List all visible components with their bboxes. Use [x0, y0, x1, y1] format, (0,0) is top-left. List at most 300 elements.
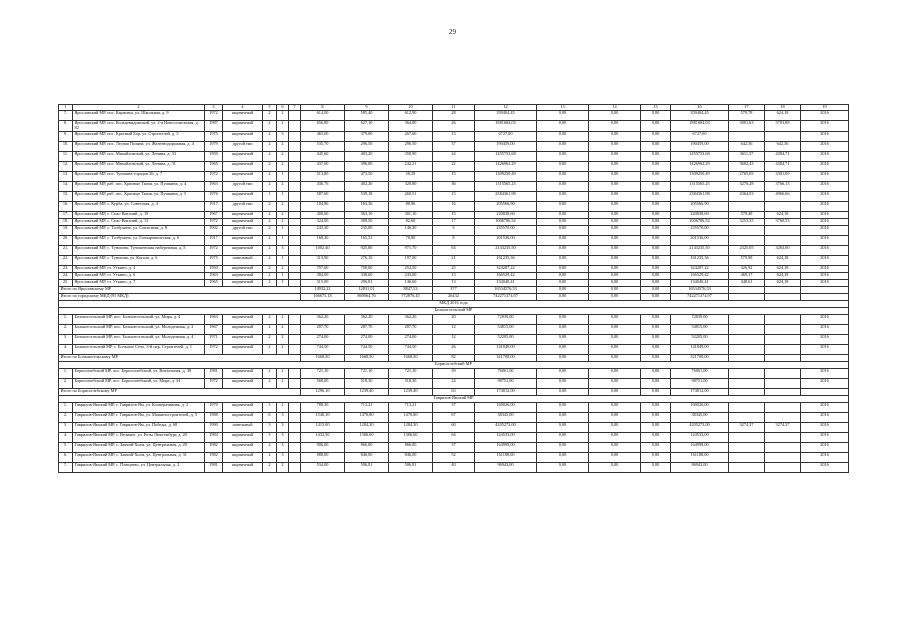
- table-cell: [801, 388, 849, 395]
- floors-cell: 1: [263, 191, 277, 201]
- value-cell: 60: [433, 422, 475, 432]
- year-cell: 2016: [801, 245, 849, 255]
- entrances-cell: 1: [277, 272, 289, 279]
- value-cell: [765, 235, 801, 245]
- row-number: 2.: [59, 412, 73, 422]
- floors-cell: 2: [263, 255, 277, 265]
- value-cell: 4966,66: [765, 191, 801, 201]
- year-cell: 2016: [801, 141, 849, 151]
- value-cell: 0,00: [537, 191, 589, 201]
- table-cell: [289, 432, 301, 442]
- value-cell: 0,00: [641, 272, 671, 279]
- value-cell: 846,00: [345, 452, 389, 462]
- value-cell: [765, 314, 801, 324]
- address-cell: Гаврилов-Ямский МР, с. Заячий-Холм, ул. Центральная, д. 29: [73, 442, 205, 452]
- table-row: [59, 225, 849, 235]
- value-cell: [729, 442, 765, 452]
- address-cell: Ярославский МР, пос. Михайловский, ул. Ленина, д. 33: [73, 151, 205, 161]
- value-cell: [729, 412, 765, 422]
- value-cell: 0,00: [641, 334, 671, 344]
- material-cell: кирпичный: [223, 279, 263, 286]
- value-cell: 0,00: [589, 181, 641, 191]
- value-cell: 0,00: [537, 324, 589, 334]
- year-cell: 2016: [801, 225, 849, 235]
- value-cell: 309,50: [345, 218, 389, 225]
- value-cell: 134040,41: [475, 279, 537, 286]
- value-cell: 0,00: [641, 324, 671, 334]
- value-cell: 0,00: [641, 201, 671, 211]
- value-cell: 3766,13: [765, 181, 801, 191]
- row-number: 1.: [59, 402, 73, 412]
- value-cell: 925,80: [345, 245, 389, 255]
- year-cell: 1981: [205, 462, 223, 472]
- entrances-cell: 3: [277, 452, 289, 462]
- year-cell: 2016: [801, 344, 849, 354]
- table-row: [59, 412, 849, 422]
- value-cell: 76061,00: [475, 368, 537, 378]
- year-cell: 1981: [205, 368, 223, 378]
- value-cell: 3: [433, 225, 475, 235]
- value-cell: 197,00: [389, 255, 433, 265]
- material-cell: другой тип: [223, 201, 263, 211]
- value-cell: 38345,00: [671, 412, 729, 422]
- value-cell: [765, 412, 801, 422]
- value-cell: [765, 442, 801, 452]
- value-cell: 220838,60: [475, 211, 537, 218]
- value-cell: 313,90: [301, 255, 345, 265]
- value-cell: 37: [433, 141, 475, 151]
- total-value: 0,00: [589, 354, 641, 361]
- table-row: [59, 272, 849, 279]
- value-cell: 0,00: [537, 181, 589, 191]
- year-cell: 1950: [205, 265, 223, 272]
- value-cell: 324287,22: [671, 265, 729, 272]
- value-cell: 235570,00: [475, 225, 537, 235]
- table-cell: [289, 111, 301, 121]
- value-cell: 0,00: [537, 255, 589, 265]
- value-cell: [765, 368, 801, 378]
- address-cell: Ярославский МР, ст. Уткино, д. 6: [73, 272, 205, 279]
- value-cell: 971,70: [389, 245, 433, 255]
- entrances-cell: 2: [277, 151, 289, 161]
- year-cell: 1976: [205, 191, 223, 201]
- row-number: 4.: [59, 344, 73, 354]
- value-cell: 287,70: [301, 324, 345, 334]
- table-cell: [289, 422, 301, 432]
- value-cell: 0,00: [641, 141, 671, 151]
- material-cell: кирпичный: [223, 211, 263, 218]
- table-cell: [729, 286, 765, 293]
- column-number: 9: [345, 105, 389, 111]
- total-value: 772876,45: [389, 293, 433, 300]
- address-cell: Ярославский МР, раб. пос. Красные Ткачи, ул. Пушкина, д. 5: [73, 191, 205, 201]
- row-number: 7.: [59, 111, 73, 121]
- table-cell: [289, 211, 301, 218]
- value-cell: 2325,05: [729, 245, 765, 255]
- value-cell: 0,00: [537, 161, 589, 171]
- value-cell: 0,00: [641, 218, 671, 225]
- total-label: Итого по Борисоглебскому МР: [59, 388, 301, 395]
- material-cell: панельный: [223, 422, 263, 432]
- value-cell: 54815,00: [475, 324, 537, 334]
- floors-cell: 2: [263, 314, 277, 324]
- value-cell: 362,20: [345, 314, 389, 324]
- value-cell: 166529,42: [475, 272, 537, 279]
- column-number: 10: [389, 105, 433, 111]
- year-cell: 2016: [801, 452, 849, 462]
- value-cell: 0,00: [589, 334, 641, 344]
- year-cell: 1917: [205, 235, 223, 245]
- value-cell: 58,29: [389, 171, 433, 181]
- value-cell: 906,00: [301, 442, 345, 452]
- value-cell: [765, 402, 801, 412]
- value-cell: 758,60: [345, 265, 389, 272]
- value-cell: 0,00: [537, 211, 589, 218]
- value-cell: 52205,00: [671, 334, 729, 344]
- floors-cell: 2: [263, 235, 277, 245]
- table-cell: [801, 354, 849, 361]
- value-cell: 0,00: [641, 255, 671, 265]
- floors-cell: 3: [263, 432, 277, 442]
- material-cell: кирпичный: [223, 265, 263, 272]
- entrances-cell: 2: [277, 402, 289, 412]
- value-cell: 3274,37: [729, 422, 765, 432]
- value-cell: 315,00: [301, 279, 345, 286]
- floors-cell: 2: [263, 272, 277, 279]
- value-cell: 0,00: [641, 121, 671, 132]
- district-heading: [59, 307, 849, 314]
- value-cell: 624,18: [765, 265, 801, 272]
- value-cell: 52: [433, 452, 475, 462]
- material-cell: кирпичный: [223, 161, 263, 171]
- total-value: 174812,00: [475, 388, 537, 395]
- year-cell: 1988: [205, 412, 223, 422]
- column-number: 4: [223, 105, 263, 111]
- address-cell: Гаврилов-Ямский МР, с. Заячий-Холм, ул. Центральная, д. 31: [73, 452, 205, 462]
- table-cell: [289, 344, 301, 354]
- entrances-cell: 1: [277, 191, 289, 201]
- value-cell: [729, 432, 765, 442]
- value-cell: 168,20: [301, 235, 345, 245]
- value-cell: 358,90: [389, 151, 433, 161]
- row-number: 14.: [59, 181, 73, 191]
- value-cell: 166529,42: [671, 272, 729, 279]
- value-cell: 3263,00: [765, 245, 801, 255]
- value-cell: 1309250,49: [475, 171, 537, 181]
- material-cell: кирпичный: [223, 334, 263, 344]
- value-cell: 3381,09: [765, 171, 801, 181]
- floors-cell: 2: [263, 324, 277, 334]
- value-cell: 3274,37: [765, 422, 801, 432]
- value-cell: 205566,90: [475, 201, 537, 211]
- table-cell: [801, 293, 849, 300]
- value-cell: 0,00: [537, 225, 589, 235]
- value-cell: 568,00: [301, 378, 345, 388]
- entrances-cell: 1: [277, 225, 289, 235]
- entrances-cell: 1: [277, 171, 289, 181]
- value-cell: 585,40: [345, 111, 389, 121]
- year-cell: 1987: [205, 121, 223, 132]
- year-cell: 2016: [801, 235, 849, 245]
- year-cell: 1972: [205, 344, 223, 354]
- value-cell: 396,00: [345, 161, 389, 171]
- floors-cell: 2: [263, 218, 277, 225]
- total-value: 174812,00: [671, 388, 729, 395]
- year-cell: 1902: [205, 225, 223, 235]
- entrances-cell: 3: [277, 131, 289, 141]
- table-cell: [289, 218, 301, 225]
- address-cell: Ярославский МР, пос. Кольцевидимский, ул. 2-я Новоселковская, д. 82: [73, 121, 205, 132]
- value-cell: 866,00: [345, 442, 389, 452]
- total-value: 16534576,53: [475, 286, 537, 293]
- value-cell: 124533,00: [671, 432, 729, 442]
- floors-cell: 2: [263, 462, 277, 472]
- floors-cell: 2: [263, 452, 277, 462]
- value-cell: 0,00: [589, 412, 641, 422]
- year-cell: 1972: [205, 218, 223, 225]
- value-cell: 274,00: [301, 334, 345, 344]
- value-cell: 0,00: [589, 272, 641, 279]
- column-number: 11: [433, 105, 475, 111]
- year-cell: 1965: [205, 279, 223, 286]
- entrances-cell: 1: [277, 255, 289, 265]
- year-cell: 1984: [205, 432, 223, 442]
- table-row: [59, 452, 849, 462]
- table-row: [59, 402, 849, 412]
- value-cell: 190459,00: [475, 141, 537, 151]
- address-cell: Большесельский МР, пос. Большесельский, ул. Молодежная, д. 4: [73, 334, 205, 344]
- entrances-cell: 1: [277, 235, 289, 245]
- material-cell: кирпичный: [223, 412, 263, 422]
- value-cell: 13: [433, 272, 475, 279]
- value-cell: 98751,00: [475, 378, 537, 388]
- table-row: [59, 121, 849, 132]
- table-cell: [289, 265, 301, 272]
- total-value: 1239,40: [389, 388, 433, 395]
- year-cell: 1972: [205, 111, 223, 121]
- value-cell: 744,50: [301, 344, 345, 354]
- value-cell: 146,20: [389, 225, 433, 235]
- value-cell: [729, 402, 765, 412]
- value-cell: 164998,00: [671, 442, 729, 452]
- material-cell: кирпичный: [223, 314, 263, 324]
- value-cell: 88,96: [389, 201, 433, 211]
- value-cell: [765, 432, 801, 442]
- address-cell: Большесельский МР, пос. Большесельский, ул. Молодежная, д. 2: [73, 324, 205, 334]
- value-cell: 713,21: [345, 402, 389, 412]
- value-cell: 252,50: [389, 265, 433, 272]
- value-cell: [729, 324, 765, 334]
- year-cell: 2016: [801, 432, 849, 442]
- table-cell: [289, 161, 301, 171]
- value-cell: 0,00: [537, 432, 589, 442]
- material-cell: кирпичный: [223, 235, 263, 245]
- value-cell: 96943,00: [475, 462, 537, 472]
- value-cell: 0,00: [589, 141, 641, 151]
- value-cell: 0,00: [641, 225, 671, 235]
- year-cell: 1972: [205, 378, 223, 388]
- value-cell: 324,00: [301, 218, 345, 225]
- value-cell: 12: [433, 324, 475, 334]
- row-number: 3.: [59, 334, 73, 344]
- floors-cell: 2: [263, 265, 277, 272]
- material-cell: другой тип: [223, 225, 263, 235]
- value-cell: 0,00: [589, 265, 641, 272]
- table-cell: [289, 121, 301, 132]
- table-row: [59, 181, 849, 191]
- year-cell: 2016: [801, 191, 849, 201]
- value-cell: 506,81: [345, 462, 389, 472]
- floors-cell: 2: [263, 211, 277, 218]
- value-cell: 0,00: [641, 402, 671, 412]
- material-cell: кирпичный: [223, 442, 263, 452]
- entrances-cell: 2: [277, 181, 289, 191]
- value-cell: 3760,53: [765, 218, 801, 225]
- value-cell: 1415,00: [301, 422, 345, 432]
- value-cell: 0,00: [589, 151, 641, 161]
- row-number: 3.: [59, 422, 73, 432]
- address-cell: Борисоглебский МР, пос. Борисоглебский, ул. Вокзальная, д. 38: [73, 368, 205, 378]
- table-cell: [801, 286, 849, 293]
- value-cell: 0,00: [537, 442, 589, 452]
- year-cell: 1963: [205, 272, 223, 279]
- total-row: [59, 286, 849, 293]
- entrances-cell: 2: [277, 218, 289, 225]
- total-value: 1668,50: [301, 354, 345, 361]
- value-cell: 0,00: [589, 314, 641, 324]
- value-cell: 20: [433, 314, 475, 324]
- table-cell: [289, 462, 301, 472]
- value-cell: 0,00: [589, 378, 641, 388]
- row-number: 22.: [59, 255, 73, 265]
- value-cell: 0,00: [641, 131, 671, 141]
- value-cell: 0,00: [589, 121, 641, 132]
- table-cell: [289, 191, 301, 201]
- year-cell: 2016: [801, 422, 849, 432]
- row-number: 9.: [59, 131, 73, 141]
- value-cell: 3270,28: [729, 181, 765, 191]
- year-cell: 2016: [801, 378, 849, 388]
- value-cell: 0,00: [537, 218, 589, 225]
- value-cell: 26: [433, 344, 475, 354]
- value-cell: 0,00: [641, 442, 671, 452]
- value-cell: 4384,71: [765, 151, 801, 161]
- value-cell: 274,00: [389, 334, 433, 344]
- entrances-cell: 2: [277, 121, 289, 132]
- value-cell: [765, 201, 801, 211]
- floors-cell: 2: [263, 442, 277, 452]
- value-cell: 0,00: [537, 412, 589, 422]
- material-cell: кирпичный: [223, 171, 263, 181]
- value-cell: [765, 344, 801, 354]
- row-number: 13.: [59, 171, 73, 181]
- table-row: [59, 368, 849, 378]
- year-cell: 1972: [205, 245, 223, 255]
- value-cell: 448,61: [729, 279, 765, 286]
- value-cell: 2384361,98: [475, 191, 537, 201]
- table-cell: [289, 368, 301, 378]
- value-cell: 0,00: [537, 121, 589, 132]
- value-cell: 13: [433, 279, 475, 286]
- value-cell: 436,76: [301, 181, 345, 191]
- value-cell: 0,00: [589, 255, 641, 265]
- value-cell: 1284,30: [345, 422, 389, 432]
- table-row: [59, 235, 849, 245]
- total-value: 0,00: [537, 388, 589, 395]
- floors-cell: 3: [263, 402, 277, 412]
- column-number: 16: [671, 105, 729, 111]
- table-row: [59, 442, 849, 452]
- total-value: 8847,53: [389, 286, 433, 293]
- value-cell: 4364,03: [729, 191, 765, 201]
- value-cell: [729, 201, 765, 211]
- value-cell: 0,00: [537, 245, 589, 255]
- year-cell: 1979: [205, 141, 223, 151]
- value-cell: 37: [433, 442, 475, 452]
- value-cell: 2765,05: [729, 171, 765, 181]
- value-cell: 2143235,50: [671, 245, 729, 255]
- value-cell: 22: [433, 161, 475, 171]
- value-cell: 437,00: [301, 161, 345, 171]
- value-cell: 426,92: [729, 265, 765, 272]
- material-cell: кирпичный: [223, 272, 263, 279]
- address-cell: Ярославский МР, ст. Уткино, д. 7: [73, 279, 205, 286]
- address-cell: Ярославский МР, пос. Туношна-городок 26, д. 7: [73, 171, 205, 181]
- material-cell: кирпичный: [223, 452, 263, 462]
- value-cell: 0,00: [641, 279, 671, 286]
- value-cell: 276,10: [345, 255, 389, 265]
- value-cell: 243,00: [389, 272, 433, 279]
- address-cell: Большесельский МР, с. Большое Село, 3-й пер. Строителей, д. 1: [73, 344, 205, 354]
- value-cell: 165,51: [345, 235, 389, 245]
- table-cell: [289, 181, 301, 191]
- address-cell: Ярославский МР, с. Туношна, Туношенская набережная, д. 5: [73, 245, 205, 255]
- value-cell: 6727,00: [671, 131, 729, 141]
- value-cell: 0,00: [537, 151, 589, 161]
- entrances-cell: 2: [277, 161, 289, 171]
- district-heading: [59, 395, 849, 402]
- value-cell: 296,50: [345, 141, 389, 151]
- table-row: [59, 462, 849, 472]
- table-row: [59, 218, 849, 225]
- value-cell: 26: [433, 121, 475, 132]
- value-cell: 25: [433, 265, 475, 272]
- year-cell: 1967: [205, 211, 223, 218]
- table-cell: [729, 388, 765, 395]
- value-cell: 17: [433, 218, 475, 225]
- value-cell: 0,00: [537, 422, 589, 432]
- value-cell: 201536,00: [475, 235, 537, 245]
- value-cell: 0,00: [589, 344, 641, 354]
- entrances-cell: 2: [277, 368, 289, 378]
- value-cell: 0,00: [537, 402, 589, 412]
- year-cell: 2016: [801, 171, 849, 181]
- total-value: 1239,40: [345, 388, 389, 395]
- value-cell: 82,60: [389, 218, 433, 225]
- value-cell: 1002,40: [301, 245, 345, 255]
- total-value: 12831,01: [345, 286, 389, 293]
- row-number: 11.: [59, 151, 73, 161]
- value-cell: 0,00: [589, 368, 641, 378]
- total-value: 1296,10: [301, 388, 345, 395]
- value-cell: 0,00: [537, 265, 589, 272]
- value-cell: 0,00: [589, 225, 641, 235]
- value-cell: 359404,45: [475, 111, 537, 121]
- address-cell: Гаврилов-Ямский МР, г. Гаврилов-Ям, ул. Победы, д. 68: [73, 422, 205, 432]
- column-number: 15: [641, 105, 671, 111]
- row-number: 10.: [59, 141, 73, 151]
- value-cell: 0,00: [537, 111, 589, 121]
